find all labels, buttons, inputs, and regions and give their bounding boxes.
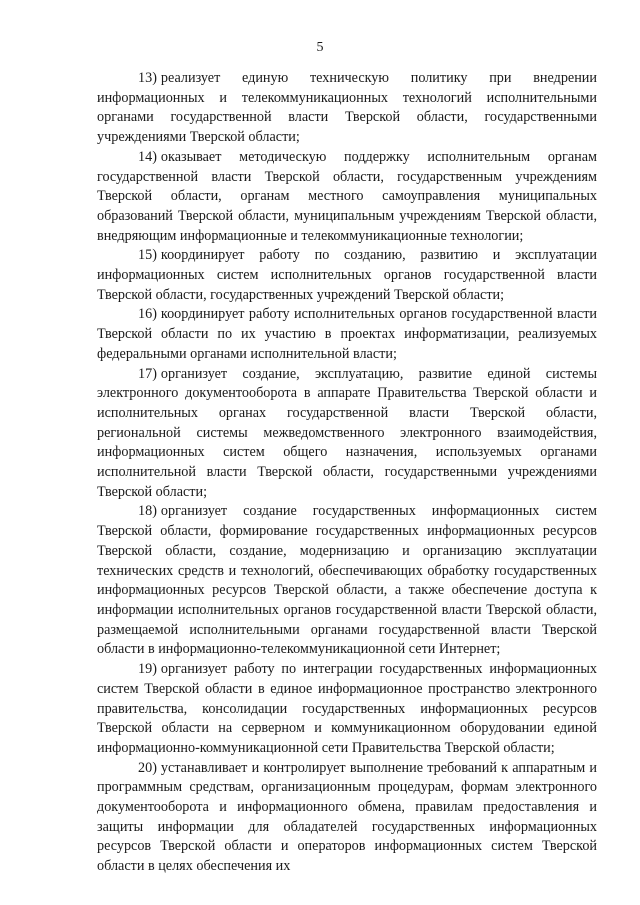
paragraph-text: организует создание государственных информационных систем Тверской области, формирование государственных информационных ресурсов Тверской области, создание, модернизацию и организацию эксплуатации технических средств и технологий, обеспечивающих обработку государственных информационных ресурсов Тверской области, а также обеспечение доступа к информации исполнительных органов государственной власти Тверской области, размещаемой исполнительными органами государственной власти Тверской области в информационно-телекоммуникационной сети Интернет;	[97, 503, 597, 658]
document-body	[97, 69, 597, 877]
paragraph-number: 16)	[138, 306, 157, 323]
paragraph-text: устанавливает и контролирует выполнение требований к аппаратным и программным средствам, организационным процедурам, формам электронного документооборота и информационного обмена, правилам предоставления и защиты информации для обладателей государственных информационных ресурсов Тверской области и операторов информационных систем Тверской области в целях обеспечения их	[97, 759, 597, 875]
paragraph-16	[97, 305, 597, 364]
paragraph-20	[97, 759, 597, 877]
paragraph-13	[97, 69, 597, 148]
page-number: 5	[316, 40, 324, 55]
paragraph-text: оказывает методическую поддержку исполнительным органам государственной власти Тверской области, государственным учреждениям Тверской области, органам местного самоуправления муниципальных образований Тверской области, муниципальным учреждениям Тверской области, внедряющим информационные и телекоммуникационные технологии;	[97, 148, 597, 244]
paragraph-text: организует работу по интеграции государственных информационных систем Тверской области в единое информационное пространство электронного правительства, консолидации государственных информационных ресурсов Тверской области на серверном и коммуникационном оборудовании единой информационно-коммуникационной сети Правительства Тверской области;	[97, 661, 597, 756]
paragraph-number: 17)	[138, 365, 157, 382]
paragraph-text: координирует работу исполнительных органов государственной власти Тверской области по их участию в проектах информатизации, реализуемых федеральными органами исполнительной власти;	[97, 306, 597, 362]
paragraph-number: 15)	[138, 247, 157, 264]
paragraph-number: 19)	[138, 661, 157, 678]
paragraph-14	[97, 148, 597, 247]
paragraph-18	[97, 502, 597, 660]
paragraph-text: реализует единую техническую политику при внедрении информационных и телекоммуникационных технологий исполнительными органами государственной власти Тверской области, государственными учреждениями Тверской области;	[97, 70, 597, 146]
paragraph-number: 13)	[138, 70, 157, 86]
paragraph-number: 18)	[138, 503, 157, 520]
paragraph-text: организует создание, эксплуатацию, развитие единой системы электронного документооборота в аппарате Правительства Тверской области и исполнительных органах государственной власти Тверской области, региональной системы межведомственного электронного взаимодействия, информационных систем общего назначения, используемых органами исполнительной власти Тверской области, государственными учреждениями Тверской области;	[97, 365, 597, 500]
paragraph-number: 20)	[138, 759, 157, 776]
paragraph-number: 14)	[138, 148, 157, 165]
paragraph-15	[97, 246, 597, 305]
paragraph-text: координирует работу по созданию, развитию и эксплуатации информационных систем исполнительных органов государственной власти Тверской области, государственных учреждений Тверской области;	[97, 247, 597, 303]
paragraph-17	[97, 365, 597, 503]
paragraph-19	[97, 660, 597, 759]
